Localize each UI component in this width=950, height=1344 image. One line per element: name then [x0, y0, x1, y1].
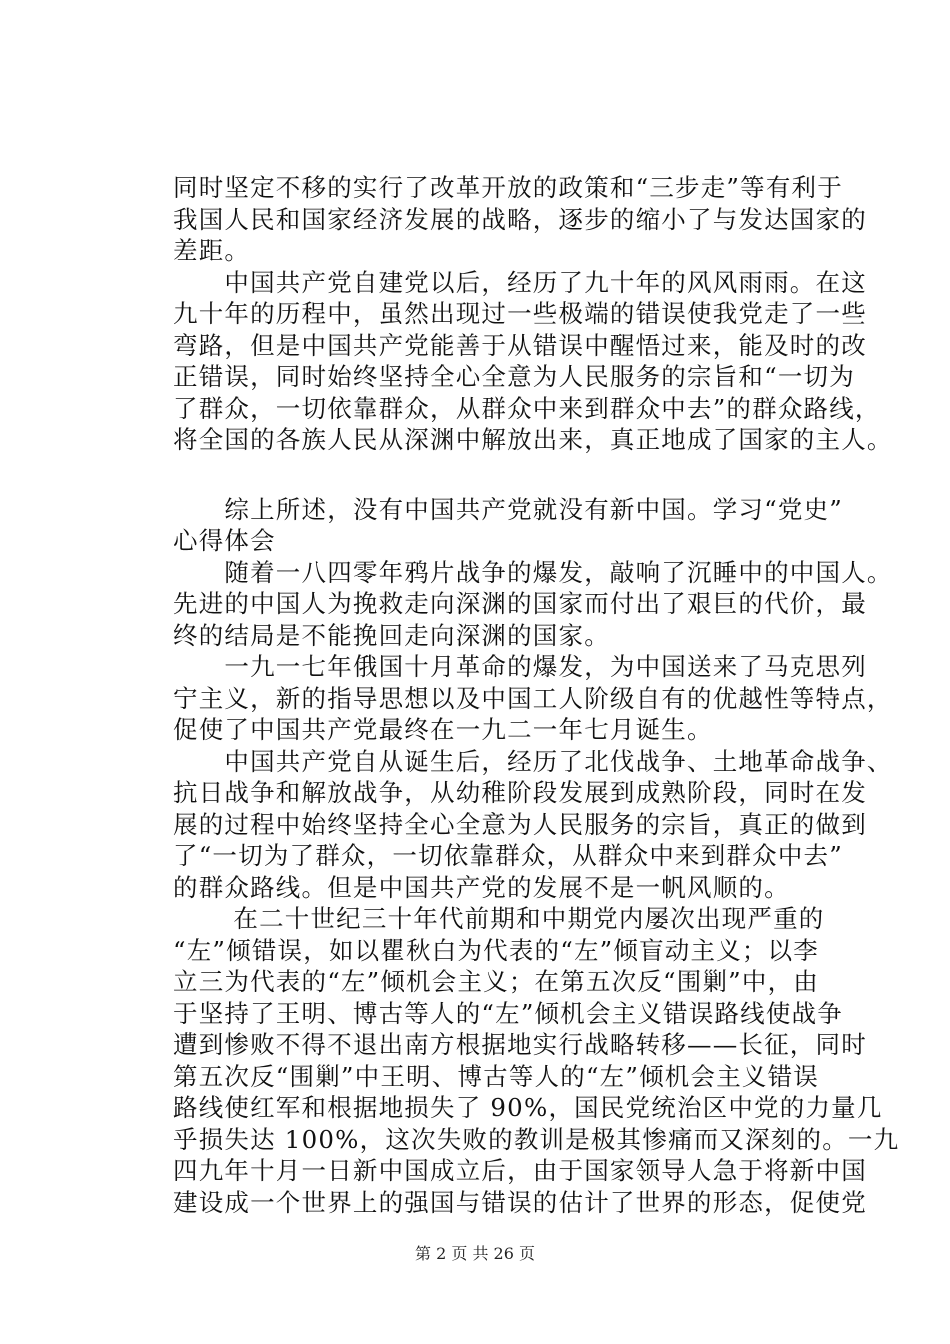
- text-line: 弯路，但是中国共产党能善于从错误中醒悟过来，能及时的改: [173, 330, 867, 360]
- text-line: 综上所述，没有中国共产党就没有新中国。学习“党史”: [173, 494, 843, 524]
- text-line: 我国人民和国家经济发展的战略，逐步的缩小了与发达国家的: [173, 204, 867, 234]
- text-line: 建设成一个世界上的强国与错误的估计了世界的形态，促使党: [173, 1187, 867, 1217]
- text-line: 差距。: [173, 236, 251, 265]
- text-line: 展的过程中始终坚持全心全意为人民服务的宗旨，真正的做到: [173, 809, 867, 839]
- text-line: 第五次反“围剿”中王明、博古等人的“左”倾机会主义错误: [173, 1061, 819, 1091]
- text-line: 抗日战争和解放战争，从幼稚阶段发展到成熟阶段，同时在发: [173, 778, 867, 807]
- text-line: 九十年的历程中，虽然出现过一些极端的错误使我党走了一些: [173, 299, 867, 328]
- text-line: 终的结局是不能挽回走向深渊的国家。: [173, 620, 610, 650]
- text-line: 于坚持了王明、博古等人的“左”倾机会主义错误路线使战争: [173, 998, 843, 1028]
- text-line: 了“一切为了群众，一切依靠群众，从群众中来到群众中去”: [173, 841, 843, 870]
- text-line: 在二十世纪三十年代前期和中期党内屡次出现严重的: [173, 904, 825, 933]
- text-line: 随着一八四零年鸦片战争的爆发，敲响了沉睡中的中国人。: [173, 557, 893, 587]
- text-line: 心得体会: [173, 526, 276, 555]
- text-line: 一九一七年俄国十月革命的爆发，为中国送来了马克思列: [173, 652, 867, 681]
- text-line: 路线使红军和根据地损失了 90%，国民党统治区中党的力量几: [173, 1093, 883, 1122]
- text-line: “左”倾错误，如以瞿秋白为代表的“左”倾盲动主义；以李: [173, 935, 819, 965]
- text-line: 正错误，同时始终坚持全心全意为人民服务的宗旨和“一切为: [173, 362, 855, 391]
- text-line: 促使了中国共产党最终在一九二一年七月诞生。: [173, 715, 713, 744]
- text-line: 中国共产党自从诞生后，经历了北伐战争、土地革命战争、: [173, 746, 893, 776]
- text-line: 乎损失达 100%，这次失败的教训是极其惨痛而又深刻的。一九: [173, 1124, 900, 1154]
- text-line: 遭到惨败不得不退出南方根据地实行战略转移——长征，同时: [173, 1030, 867, 1059]
- text-line: 先进的中国人为挽救走向深渊的国家而付出了艰巨的代价，最: [173, 589, 867, 618]
- text-line: 四九年十月一日新中国成立后，由于国家领导人急于将新中国: [173, 1156, 867, 1185]
- text-line: 中国共产党自建党以后，经历了九十年的风风雨雨。在这: [173, 267, 867, 297]
- text-line: 的群众路线。但是中国共产党的发展不是一帆风顺的。: [173, 872, 790, 902]
- blank-line: [173, 456, 833, 494]
- text-line: 立三为代表的“左”倾机会主义；在第五次反“围剿”中，由: [173, 967, 819, 996]
- text-line: 宁主义，新的指导思想以及中国工人阶级自有的优越性等特点，: [173, 683, 893, 713]
- text-line: 将全国的各族人民从深渊中解放出来，真正地成了国家的主人。: [173, 425, 893, 454]
- text-line: 同时坚定不移的实行了改革开放的政策和“三步走”等有利于: [173, 173, 843, 202]
- document-body: [173, 172, 900, 1218]
- page-number-footer: 第 2 页 共 26 页: [415, 1244, 535, 1263]
- text-line: 了群众，一切依靠群众，从群众中来到群众中去”的群众路线，: [173, 393, 881, 423]
